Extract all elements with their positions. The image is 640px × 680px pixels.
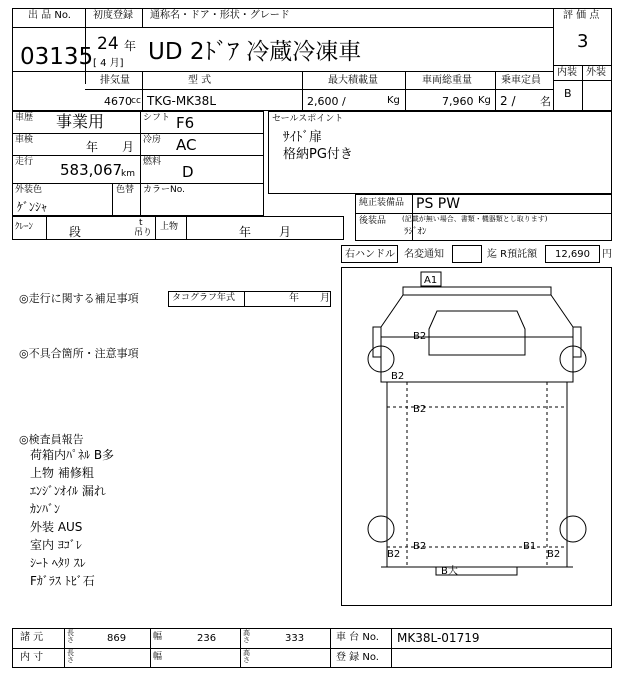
sales-line1: ｻｲﾄﾞ扉 bbox=[283, 130, 323, 145]
report-line: 外装 AUS bbox=[30, 520, 83, 534]
driving-title: ◎走行に関する補足事項 bbox=[19, 292, 139, 305]
rear-right-wheel bbox=[560, 516, 586, 542]
inspection-label: 車検 bbox=[15, 135, 34, 145]
inner-width-label: 幅 bbox=[153, 652, 163, 662]
first-reg-year: 24 bbox=[97, 34, 119, 54]
capacity-label: 乗車定員 bbox=[501, 75, 541, 86]
exterior-label: 外装 bbox=[586, 67, 606, 78]
damage-mark: B2 bbox=[387, 549, 401, 560]
tacho-month: 月 bbox=[320, 293, 330, 304]
interior-label: 内装 bbox=[557, 67, 577, 78]
max-load: 2,600 / bbox=[307, 95, 346, 108]
name-change-box bbox=[452, 245, 482, 263]
fuel: D bbox=[182, 163, 194, 181]
history: 事業用 bbox=[56, 112, 105, 131]
dims-label: 諸 元 bbox=[20, 632, 44, 643]
crane-label: ｸﾚｰﾝ bbox=[15, 222, 34, 232]
cab-top bbox=[403, 287, 551, 295]
capacity: 2 / bbox=[500, 94, 516, 108]
yen-label: 円 bbox=[602, 249, 612, 260]
report-line: 荷箱内ﾊﾟﾈﾙ B多 bbox=[30, 448, 115, 462]
score: 3 bbox=[577, 31, 589, 52]
after-item: ﾗｼﾞｵﾝ bbox=[404, 227, 427, 237]
history-label: 車歴 bbox=[15, 113, 34, 123]
after-label: 後装品 bbox=[359, 216, 387, 226]
shift-label: シフト bbox=[143, 113, 171, 123]
crane-t: t bbox=[139, 218, 143, 228]
ac: AC bbox=[176, 136, 197, 154]
ac-label: 冷房 bbox=[143, 135, 162, 145]
mileage: 583,067 bbox=[60, 161, 123, 179]
type-label: 型 式 bbox=[188, 75, 212, 86]
inner-height-label: 高さ bbox=[243, 649, 250, 664]
inspection-year: 年 bbox=[86, 140, 99, 154]
interior-grade: B bbox=[564, 87, 572, 100]
score-label: 評 価 点 bbox=[563, 10, 600, 21]
upper-year: 年 bbox=[239, 225, 252, 239]
inspection-month: 月 bbox=[122, 140, 135, 154]
damage-mark: B1 bbox=[523, 541, 537, 552]
kg-unit-1: Kg bbox=[387, 95, 400, 106]
sales-label: セールスポイント bbox=[272, 114, 344, 124]
first-reg-month: [ 4 月] bbox=[93, 58, 124, 69]
details-frame bbox=[12, 111, 264, 216]
color-no-label: カラーNo. bbox=[143, 185, 185, 195]
height-value: 333 bbox=[285, 633, 305, 644]
upper-label: 上物 bbox=[160, 222, 179, 232]
gross-weight-label: 車両総重量 bbox=[422, 75, 472, 86]
model-name: UD 2ﾄﾞｱ 冷蔵冷凍車 bbox=[148, 39, 362, 65]
damage-mark: B2 bbox=[413, 541, 427, 552]
mileage-label: 走行 bbox=[15, 157, 34, 167]
first-reg-label: 初度登録 bbox=[93, 10, 133, 21]
damage-mark: B2 bbox=[413, 331, 427, 342]
lot-label: 出 品 No. bbox=[28, 10, 71, 21]
gross-weight: 7,960 bbox=[442, 95, 474, 108]
chassis-label: 車 台 No. bbox=[336, 632, 379, 643]
equip-label: 純正装備品 bbox=[359, 198, 405, 208]
equip-value: PS PW bbox=[416, 196, 461, 212]
length-value: 869 bbox=[107, 633, 127, 644]
year-unit: 年 bbox=[124, 39, 137, 53]
sales-line2: 格納PG付き bbox=[283, 147, 353, 162]
report-line: ｴﾝｼﾞﾝｵｲﾙ 漏れ bbox=[30, 484, 106, 498]
shift: F6 bbox=[176, 114, 195, 132]
inner-label: 内 寸 bbox=[20, 652, 44, 663]
lot-number: 03135 bbox=[20, 44, 94, 70]
damage-mark: B大 bbox=[441, 566, 458, 577]
rear-left-wheel bbox=[368, 516, 394, 542]
report-line: ｼｰﾄ ﾍﾀﾘ ｽﾚ bbox=[30, 556, 86, 570]
rhd-label: 右ハンドル bbox=[345, 249, 395, 260]
upper-month: 月 bbox=[279, 225, 292, 239]
exterior-color: ｹﾞﾝｼｬ bbox=[17, 200, 48, 214]
tachograph-label: タコグラフ年式 bbox=[172, 293, 236, 303]
crane-hoist: 吊り bbox=[134, 228, 153, 238]
width-value: 236 bbox=[197, 633, 217, 644]
width-label: 幅 bbox=[153, 632, 163, 642]
length-label: 長さ bbox=[67, 629, 74, 644]
report-line: Fｶﾞﾗｽ ﾄﾋﾞ石 bbox=[30, 574, 95, 588]
color-change-label: 色替 bbox=[116, 185, 135, 195]
crane-stage: 段 bbox=[69, 225, 82, 239]
fuel-label: 燃料 bbox=[143, 157, 162, 167]
displacement: 4670 bbox=[104, 95, 132, 108]
inner-length-label: 長さ bbox=[67, 649, 74, 664]
tacho-year: 年 bbox=[289, 293, 299, 304]
exterior-color-label: 外装色 bbox=[15, 185, 43, 195]
after-note: (記載が無い場合、書類・機器類とし取ります) bbox=[402, 215, 548, 223]
damage-mark: B2 bbox=[391, 371, 405, 382]
deposit-value: 12,690 bbox=[555, 249, 590, 260]
chassis-number: MK38L-01719 bbox=[397, 631, 480, 645]
cab-outline bbox=[381, 295, 573, 382]
displacement-unit: cc bbox=[131, 96, 141, 106]
capacity-unit: 名 bbox=[540, 95, 551, 108]
report-line: 室内 ﾖｺﾞﾚ bbox=[30, 538, 82, 552]
displacement-label: 排気量 bbox=[100, 75, 130, 86]
damage-mark: B2 bbox=[413, 404, 427, 415]
truck-diagram bbox=[341, 267, 612, 606]
defect-title: ◎不具合箇所・注意事項 bbox=[19, 347, 139, 360]
mileage-unit: km bbox=[121, 169, 135, 179]
reg-no-label: 登 録 No. bbox=[336, 652, 379, 663]
name-change-label: 名変通知 bbox=[404, 249, 444, 260]
deposit-label: 迄 R預託額 bbox=[487, 249, 538, 260]
damage-mark: B2 bbox=[547, 549, 561, 560]
inspector-title: ◎検査員報告 bbox=[19, 433, 84, 446]
height-label: 高さ bbox=[243, 629, 250, 644]
type-code: TKG-MK38L bbox=[147, 94, 217, 108]
model-label: 通称名・ドア・形状・グレード bbox=[150, 10, 290, 21]
windshield bbox=[429, 311, 525, 355]
report-line: ｶﾝﾊﾞﾝ bbox=[30, 502, 61, 516]
damage-mark: A1 bbox=[424, 275, 438, 286]
report-line: 上物 補修粗 bbox=[30, 466, 94, 480]
kg-unit-2: Kg bbox=[478, 95, 491, 106]
max-load-label: 最大積載量 bbox=[328, 75, 378, 86]
